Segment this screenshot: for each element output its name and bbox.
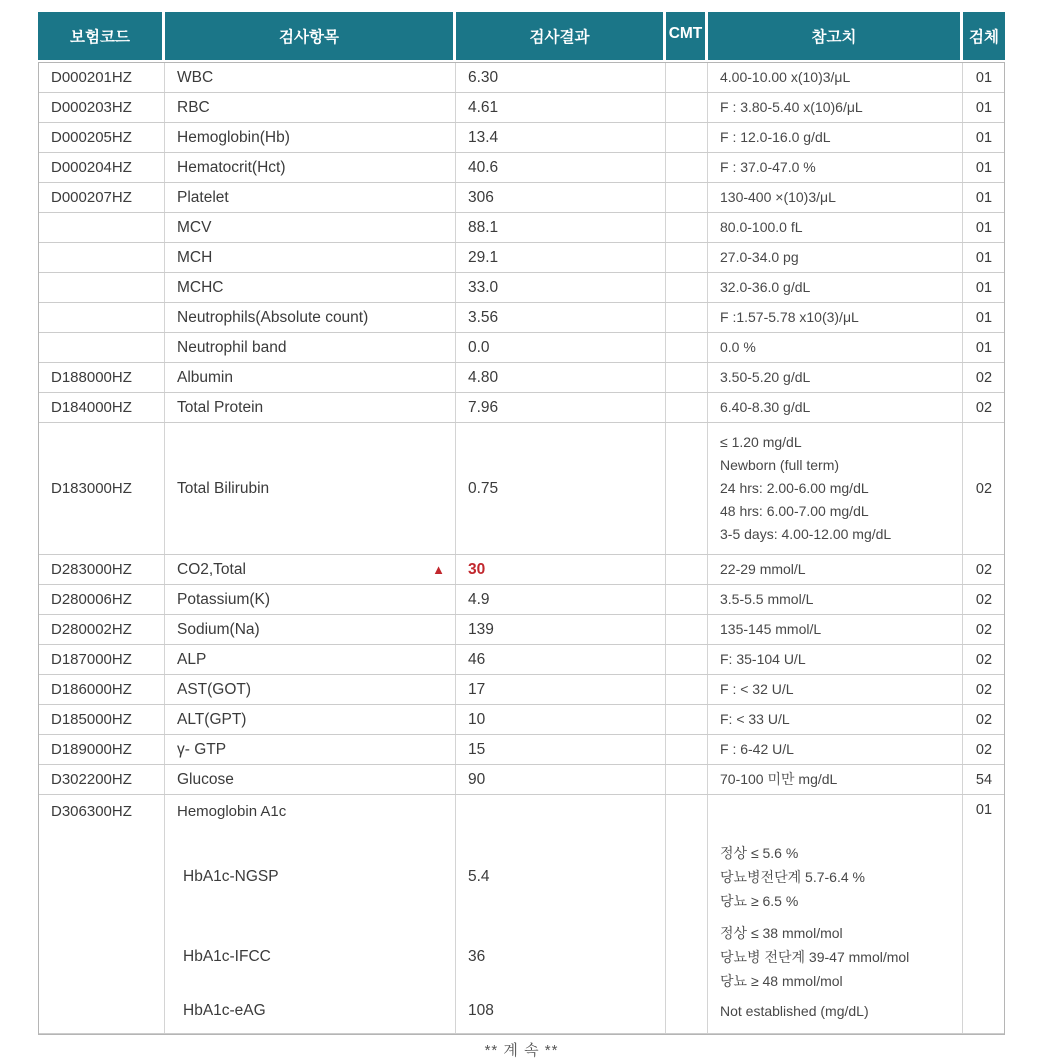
row-test-item xyxy=(165,615,456,644)
test-item-label: Platelet xyxy=(177,188,229,206)
test-item-label: γ- GTP xyxy=(177,740,227,758)
row-specimen: 02 xyxy=(975,621,993,638)
test-item-label: CO2,Total xyxy=(177,560,246,578)
test-item-label: ALT(GPT) xyxy=(177,710,247,728)
table-row xyxy=(39,93,1004,123)
row-reference xyxy=(708,827,963,915)
row-insurance-code: D306300HZ xyxy=(39,795,165,827)
reference-lines xyxy=(720,678,956,701)
header-cell-specimen: 검체 xyxy=(969,29,999,46)
table-row xyxy=(39,423,1004,555)
row-reference xyxy=(708,273,963,302)
row-cmt xyxy=(666,827,708,915)
reference-lines xyxy=(720,126,956,149)
reference-lines xyxy=(720,618,956,641)
row-reference xyxy=(708,765,963,794)
header-cell-cmt: CMT xyxy=(666,12,708,60)
row-cmt xyxy=(666,123,708,152)
table-row xyxy=(39,705,1004,735)
continuation-note: ** 계 속 ** xyxy=(484,1042,559,1059)
row-insurance-code: D283000HZ xyxy=(39,555,165,584)
reference-line: F : 37.0-47.0 % xyxy=(720,159,816,175)
reference-lines xyxy=(720,366,956,389)
row-specimen: 02 xyxy=(975,399,993,416)
row-insurance-code xyxy=(39,915,165,995)
row-test-item xyxy=(165,675,456,704)
reference-lines xyxy=(720,336,956,359)
table-row xyxy=(39,615,1004,645)
row-reference xyxy=(708,423,963,554)
row-test-result: 33.0 xyxy=(456,273,666,302)
reference-line: 130-400 ×(10)3/μL xyxy=(720,189,836,205)
row-specimen: 01 xyxy=(975,339,993,356)
row-specimen: 01 xyxy=(975,249,993,266)
reference-line: 32.0-36.0 g/dL xyxy=(720,279,811,295)
row-specimen xyxy=(963,827,1005,915)
row-reference xyxy=(708,333,963,362)
row-reference xyxy=(708,363,963,392)
reference-line: F : < 32 U/L xyxy=(720,681,794,697)
table-header-row xyxy=(38,12,1005,60)
row-reference xyxy=(708,243,963,272)
row-insurance-code: D000204HZ xyxy=(39,153,165,182)
row-insurance-code: D189000HZ xyxy=(39,735,165,764)
header-cell-test-item: 검사항목 xyxy=(165,12,456,60)
reference-lines xyxy=(720,246,956,269)
row-test-result: 139 xyxy=(456,615,666,644)
row-cmt xyxy=(666,393,708,422)
row-cmt xyxy=(666,585,708,614)
table-row xyxy=(39,765,1004,795)
row-reference xyxy=(708,795,963,827)
row-specimen: 02 xyxy=(975,369,993,386)
row-reference xyxy=(708,555,963,584)
reference-line: 3-5 days: 4.00-12.00 mg/dL xyxy=(720,526,892,542)
row-specimen: 01 xyxy=(975,129,993,146)
reference-line: Not established (mg/dL) xyxy=(720,1003,869,1019)
row-test-item xyxy=(165,303,456,332)
row-test-item xyxy=(165,93,456,122)
header-cell-reference-range: 참고치 xyxy=(708,12,963,60)
row-test-item: HbA1c-eAG xyxy=(165,995,456,1033)
reference-line: 48 hrs: 6.00-7.00 mg/dL xyxy=(720,503,869,519)
row-insurance-code: D183000HZ xyxy=(39,423,165,554)
row-insurance-code: D000207HZ xyxy=(39,183,165,212)
reference-lines xyxy=(720,921,956,993)
row-cmt xyxy=(666,93,708,122)
row-test-item xyxy=(165,705,456,734)
row-reference xyxy=(708,213,963,242)
reference-lines xyxy=(720,396,956,419)
row-specimen: 02 xyxy=(975,651,993,668)
test-item-label: MCV xyxy=(177,218,212,236)
row-insurance-code xyxy=(39,213,165,242)
row-test-result: 0.75 xyxy=(456,423,666,554)
row-reference xyxy=(708,705,963,734)
test-item-label: WBC xyxy=(177,68,214,86)
reference-line: 당뇨 ≥ 48 mmol/mol xyxy=(720,973,843,989)
row-test-result: 13.4 xyxy=(456,123,666,152)
reference-lines xyxy=(720,216,956,239)
reference-lines xyxy=(720,841,956,913)
reference-line: ≤ 1.20 mg/dL xyxy=(720,434,802,450)
row-insurance-code xyxy=(39,333,165,362)
table-row xyxy=(39,555,1004,585)
test-item-label: RBC xyxy=(177,98,210,116)
reference-lines xyxy=(720,588,956,611)
reference-line: 당뇨 ≥ 6.5 % xyxy=(720,893,799,909)
row-cmt xyxy=(666,765,708,794)
reference-line: 당뇨병전단계 5.7-6.4 % xyxy=(720,869,865,885)
row-insurance-code: D302200HZ xyxy=(39,765,165,794)
row-test-result: 46 xyxy=(456,645,666,674)
row-test-result: 40.6 xyxy=(456,153,666,182)
row-insurance-code: D280002HZ xyxy=(39,615,165,644)
row-cmt xyxy=(666,615,708,644)
reference-line: 3.5-5.5 mmol/L xyxy=(720,591,814,607)
reference-line: 6.40-8.30 g/dL xyxy=(720,399,811,415)
row-test-result: 306 xyxy=(456,183,666,212)
reference-line: 당뇨병 전단계 39-47 mmol/mol xyxy=(720,949,910,965)
row-test-result: 5.4 xyxy=(456,827,666,915)
row-insurance-code: D184000HZ xyxy=(39,393,165,422)
table-row xyxy=(39,183,1004,213)
reference-line: F: 35-104 U/L xyxy=(720,651,806,667)
row-test-result: 90 xyxy=(456,765,666,794)
table-row xyxy=(39,735,1004,765)
row-specimen: 02 xyxy=(975,681,993,698)
reference-line: F :1.57-5.78 x10(3)/μL xyxy=(720,309,859,325)
table-row xyxy=(39,153,1004,183)
row-cmt xyxy=(666,423,708,554)
row-test-item: Hemoglobin A1c xyxy=(165,795,456,827)
table-body xyxy=(38,62,1005,1035)
row-reference xyxy=(708,915,963,995)
reference-line: 80.0-100.0 fL xyxy=(720,219,803,235)
row-insurance-code: D280006HZ xyxy=(39,585,165,614)
row-test-item xyxy=(165,183,456,212)
row-reference xyxy=(708,123,963,152)
row-test-result: 0.0 xyxy=(456,333,666,362)
test-item-label: Total Bilirubin xyxy=(177,479,270,497)
row-test-result: 3.56 xyxy=(456,303,666,332)
row-test-result: 6.30 xyxy=(456,63,666,92)
row-cmt xyxy=(666,363,708,392)
row-test-item xyxy=(165,63,456,92)
row-test-result: 30 xyxy=(456,555,666,584)
reference-line: 27.0-34.0 pg xyxy=(720,249,799,265)
row-test-item xyxy=(165,213,456,242)
row-specimen: 54 xyxy=(975,771,993,788)
lab-report xyxy=(38,12,1005,1062)
reference-lines xyxy=(720,999,956,1023)
test-item-label: ALP xyxy=(177,650,207,668)
row-cmt xyxy=(666,183,708,212)
row-cmt xyxy=(666,705,708,734)
row-test-item xyxy=(165,765,456,794)
row-test-result: 10 xyxy=(456,705,666,734)
row-test-result: 4.9 xyxy=(456,585,666,614)
row-test-item xyxy=(165,423,456,554)
row-insurance-code xyxy=(39,827,165,915)
row-cmt xyxy=(666,915,708,995)
row-reference xyxy=(708,183,963,212)
reference-line: 0.0 % xyxy=(720,339,756,355)
row-test-item xyxy=(165,153,456,182)
row-test-result: 17 xyxy=(456,675,666,704)
reference-line: Newborn (full term) xyxy=(720,457,840,473)
row-test-result: 108 xyxy=(456,995,666,1033)
test-item-label: MCH xyxy=(177,248,213,266)
reference-lines xyxy=(720,276,956,299)
row-specimen: 01 xyxy=(975,99,993,116)
row-cmt xyxy=(666,303,708,332)
reference-lines xyxy=(720,558,956,581)
reference-line: 70-100 미만 mg/dL xyxy=(720,771,838,787)
row-test-result: 4.80 xyxy=(456,363,666,392)
row-insurance-code: D000201HZ xyxy=(39,63,165,92)
table-row xyxy=(39,243,1004,273)
row-test-item xyxy=(165,393,456,422)
table-row xyxy=(39,123,1004,153)
reference-line: 정상 ≤ 5.6 % xyxy=(720,845,799,861)
row-cmt xyxy=(666,63,708,92)
test-item-label: Neutrophils(Absolute count) xyxy=(177,308,369,326)
row-cmt xyxy=(666,995,708,1033)
row-cmt xyxy=(666,243,708,272)
row-cmt xyxy=(666,153,708,182)
reference-line: F: < 33 U/L xyxy=(720,711,790,727)
row-test-result: 29.1 xyxy=(456,243,666,272)
row-test-item xyxy=(165,243,456,272)
table-row xyxy=(39,213,1004,243)
test-item-label: Hemoglobin(Hb) xyxy=(177,128,290,146)
row-reference xyxy=(708,63,963,92)
row-specimen: 02 xyxy=(975,741,993,758)
reference-line: F : 12.0-16.0 g/dL xyxy=(720,129,831,145)
row-insurance-code: D000203HZ xyxy=(39,93,165,122)
row-cmt xyxy=(666,645,708,674)
reference-lines xyxy=(720,768,956,791)
row-cmt xyxy=(666,555,708,584)
table-row xyxy=(39,63,1004,93)
reference-lines xyxy=(720,431,956,546)
reference-lines xyxy=(720,738,956,761)
table-row xyxy=(39,273,1004,303)
row-test-item xyxy=(165,333,456,362)
row-insurance-code: D188000HZ xyxy=(39,363,165,392)
test-item-label: Potassium(K) xyxy=(177,590,271,608)
row-test-result: 7.96 xyxy=(456,393,666,422)
row-cmt xyxy=(666,735,708,764)
row-insurance-code: D187000HZ xyxy=(39,645,165,674)
reference-line: 정상 ≤ 38 mmol/mol xyxy=(720,925,843,941)
test-item-label: Total Protein xyxy=(177,398,264,416)
row-reference xyxy=(708,615,963,644)
table-row xyxy=(39,363,1004,393)
row-test-item xyxy=(165,273,456,302)
row-reference xyxy=(708,153,963,182)
test-item-label: Sodium(Na) xyxy=(177,620,260,638)
reference-lines xyxy=(720,66,956,89)
reference-line: F : 3.80-5.40 x(10)6/μL xyxy=(720,99,863,115)
reference-lines xyxy=(720,156,956,179)
row-specimen: 02 xyxy=(975,561,993,578)
table-row xyxy=(39,675,1004,705)
row-specimen: 01 xyxy=(975,309,993,326)
row-insurance-code xyxy=(39,995,165,1033)
table-row-group xyxy=(39,795,1004,1034)
row-specimen: 02 xyxy=(975,711,993,728)
row-test-item xyxy=(165,123,456,152)
reference-line: F : 6-42 U/L xyxy=(720,741,794,757)
row-insurance-code: D185000HZ xyxy=(39,705,165,734)
reference-line: 135-145 mmol/L xyxy=(720,621,822,637)
row-reference xyxy=(708,675,963,704)
row-insurance-code xyxy=(39,303,165,332)
row-test-item: HbA1c-NGSP xyxy=(165,827,456,915)
row-test-item xyxy=(165,585,456,614)
test-item-label: Albumin xyxy=(177,368,233,386)
table-row xyxy=(39,585,1004,615)
row-specimen: 01 xyxy=(975,159,993,176)
row-cmt xyxy=(666,273,708,302)
test-item-label: Glucose xyxy=(177,770,234,788)
row-insurance-code: D186000HZ xyxy=(39,675,165,704)
row-specimen xyxy=(963,915,1005,995)
row-specimen: 01 xyxy=(975,802,993,818)
table-row xyxy=(39,303,1004,333)
row-reference xyxy=(708,995,963,1033)
row-test-result: 88.1 xyxy=(456,213,666,242)
row-specimen: 02 xyxy=(975,480,993,497)
reference-line: 3.50-5.20 g/dL xyxy=(720,369,811,385)
reference-lines xyxy=(720,96,956,119)
row-reference xyxy=(708,645,963,674)
reference-lines xyxy=(720,306,956,329)
row-specimen: 01 xyxy=(975,69,993,86)
row-reference xyxy=(708,93,963,122)
row-reference xyxy=(708,585,963,614)
row-test-item xyxy=(165,735,456,764)
row-specimen: 01 xyxy=(975,219,993,236)
row-test-item xyxy=(165,555,456,584)
row-reference xyxy=(708,303,963,332)
row-cmt xyxy=(666,675,708,704)
reference-line: 22-29 mmol/L xyxy=(720,561,806,577)
row-test-item xyxy=(165,645,456,674)
row-reference xyxy=(708,393,963,422)
header-cell-test-result: 검사결과 xyxy=(456,12,666,60)
row-specimen xyxy=(963,995,1005,1033)
row-insurance-code xyxy=(39,273,165,302)
row-cmt xyxy=(666,213,708,242)
row-test-item: HbA1c-IFCC xyxy=(165,915,456,995)
row-test-result: 4.61 xyxy=(456,93,666,122)
reference-lines xyxy=(720,708,956,731)
table-row xyxy=(39,393,1004,423)
table-row xyxy=(39,645,1004,675)
row-test-result xyxy=(456,795,666,827)
test-item-label: MCHC xyxy=(177,278,224,296)
row-cmt xyxy=(666,795,708,827)
row-test-item xyxy=(165,363,456,392)
table-row xyxy=(39,333,1004,363)
row-test-result: 36 xyxy=(456,915,666,995)
test-item-label: AST(GOT) xyxy=(177,680,252,698)
row-specimen: 01 xyxy=(975,279,993,296)
row-specimen: 02 xyxy=(975,591,993,608)
header-cell-insurance-code: 보험코드 xyxy=(38,12,165,60)
abnormal-high-icon: ▲ xyxy=(432,562,445,577)
reference-lines xyxy=(720,648,956,671)
reference-lines xyxy=(720,186,956,209)
row-specimen: 01 xyxy=(975,189,993,206)
row-test-result: 15 xyxy=(456,735,666,764)
reference-line: 24 hrs: 2.00-6.00 mg/dL xyxy=(720,480,869,496)
reference-line: 4.00-10.00 x(10)3/μL xyxy=(720,69,851,85)
row-reference xyxy=(708,735,963,764)
test-item-label: Neutrophil band xyxy=(177,338,287,356)
test-item-label: Hematocrit(Hct) xyxy=(177,158,286,176)
row-cmt xyxy=(666,333,708,362)
row-insurance-code xyxy=(39,243,165,272)
row-insurance-code: D000205HZ xyxy=(39,123,165,152)
